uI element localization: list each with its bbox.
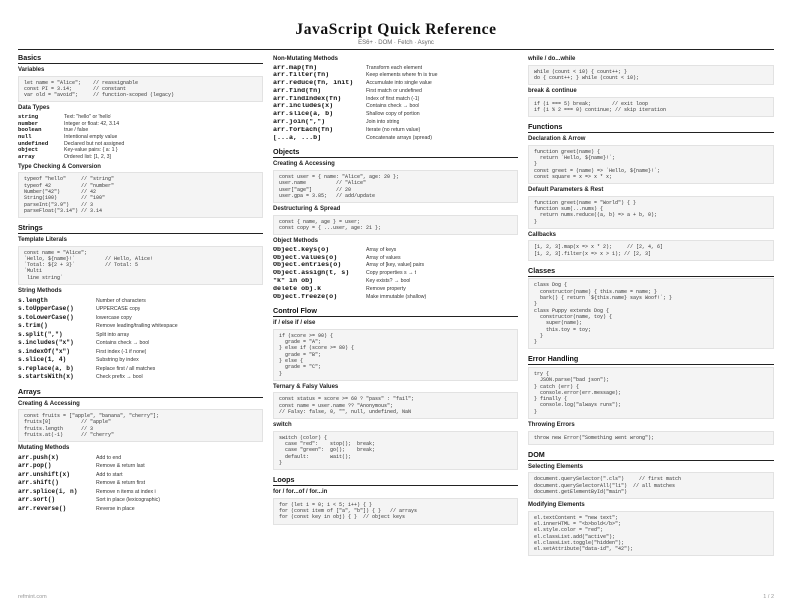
- reference-table: [273, 65, 518, 143]
- term-description: Add to start: [96, 471, 123, 478]
- subheading-break-continue: break & continue: [528, 88, 577, 95]
- term-description: Remove & return first: [96, 480, 146, 487]
- table-row: [273, 278, 518, 286]
- term-description: Contains check → bool: [366, 103, 420, 110]
- table-row: [18, 322, 263, 331]
- term-description: Declared but not assigned: [64, 140, 125, 147]
- term-description: true / false: [64, 127, 89, 134]
- term-description: Remove leading/trailing whitespace: [96, 323, 178, 330]
- code-block: document.querySelector(".cls") // first match document.querySelectorAll("li") // all matches document.getElementById("main"): [528, 472, 774, 499]
- table-row: [18, 114, 263, 121]
- syntax-term: s.replace(a, b): [18, 364, 74, 372]
- column-2: [273, 53, 518, 586]
- table-row: [18, 154, 263, 161]
- syntax-term: arr.filter(fn): [273, 72, 330, 80]
- table-row: [18, 121, 263, 128]
- section-heading-dom: DOM: [528, 450, 774, 461]
- subheading-modifying-elements: Modifying Elements: [528, 502, 585, 509]
- section-heading-functions: Functions: [528, 122, 774, 133]
- table-row: [18, 141, 263, 148]
- code-block: if (score >= 90) { grade = "A"; } else if (score >= 80) { grade = "B"; } else { grade = "C"; }: [273, 329, 518, 381]
- code-block: el.textContent = "new text"; el.innerHTML = "<b>bold</b>"; el.style.color = "red"; el.classList.add("active"); el.classList.toggle("hidden"); el.setAttribute("data-id", "42");: [528, 511, 774, 557]
- section-heading-error-handling: Error Handling: [528, 354, 774, 365]
- code-block: const name = "Alice"; `Hello, ${name}!` // Hello, Alice! `Total: ${2 + 3}` // Total: 5 `Multi line string`: [18, 246, 263, 285]
- term-description: Check prefix → bool: [96, 374, 143, 381]
- code-block: for (let i = 0; i < 5; i++) { } for (const item of ["a", "b"]) { } // arrays for (const key in obj) { } // object keys: [273, 498, 518, 525]
- reference-table: [273, 247, 518, 302]
- term-description: UPPERCASE copy: [96, 306, 141, 313]
- term-description: Key-value pairs: { a: 1 }: [64, 147, 118, 154]
- syntax-term: s.includes("x"): [18, 339, 74, 347]
- syntax-term: arr.sort(): [18, 496, 56, 504]
- subheading-object-methods: Object Methods: [273, 238, 319, 245]
- table-row: [18, 305, 263, 314]
- syntax-term: undefined: [18, 140, 49, 147]
- syntax-term: string: [18, 113, 39, 120]
- syntax-term: Object.assign(t, s): [273, 270, 350, 278]
- table-row: [18, 127, 263, 134]
- syntax-term: s.toUpperCase(): [18, 305, 74, 313]
- reference-table: [18, 297, 263, 382]
- syntax-term: "k" in obj: [273, 277, 314, 285]
- section-heading-classes: Classes: [528, 266, 774, 277]
- term-description: Keep elements where fn is true: [366, 72, 438, 79]
- table-row: [18, 297, 263, 306]
- syntax-term: number: [18, 120, 39, 127]
- reference-table: [18, 114, 263, 161]
- table-row: [273, 294, 518, 302]
- syntax-term: Object.entries(o): [273, 262, 342, 270]
- subheading-data-types: Data Types: [18, 105, 50, 112]
- table-row: [273, 270, 518, 278]
- column-3: [528, 53, 774, 586]
- subheading-destructuring-spread: Destructuring & Spread: [273, 206, 341, 213]
- code-block: [1, 2, 3].map(x => x * 2); // [2, 4, 6] [1, 2, 3].filter(x => x > 1); // [2, 3]: [528, 240, 774, 261]
- page-title: JavaScript Quick Reference: [295, 21, 497, 38]
- subheading-mutating-methods: Mutating Methods: [18, 445, 70, 452]
- table-row: [18, 331, 263, 340]
- syntax-term: object: [18, 147, 39, 154]
- term-description: Array of values: [366, 254, 401, 261]
- syntax-term: s.split(","): [18, 330, 63, 338]
- table-row: [273, 262, 518, 270]
- column-1: [18, 53, 263, 586]
- table-row: [273, 286, 518, 294]
- syntax-term: s.toLowerCase(): [18, 313, 74, 321]
- table-row: [18, 471, 263, 480]
- syntax-term: s.length: [18, 296, 48, 304]
- table-row: [18, 147, 263, 154]
- term-description: Remove & return last: [96, 463, 145, 470]
- term-description: Make immutable (shallow): [366, 293, 427, 300]
- section-heading-objects: Objects: [273, 147, 518, 158]
- term-description: Reverse in place: [96, 505, 135, 512]
- term-description: Number of characters: [96, 297, 146, 304]
- syntax-term: [...a, ...b]: [273, 134, 322, 142]
- table-row: [273, 88, 518, 96]
- table-row: [18, 373, 263, 382]
- code-block: function greet(name) { return `Hello, ${name}!`; } const greet = (name) => `Hello, ${name}!`; const square = x => x * x;: [528, 145, 774, 184]
- subheading-declaration-arrow: Declaration & Arrow: [528, 136, 586, 143]
- code-block: function greet(name = "World") { } function sum(...nums) { return nums.reduce((a, b) => a + b, 0); }: [528, 196, 774, 229]
- table-row: [273, 103, 518, 111]
- subheading-default-parameters-rest: Default Parameters & Rest: [528, 187, 604, 194]
- table-row: [273, 119, 518, 127]
- code-block: while (count < 10) { count++; } do { count++; } while (count < 10);: [528, 65, 774, 86]
- syntax-term: arr.join(","): [273, 119, 326, 127]
- page-subtitle: ES6+ · DOM · Fetch · Async: [358, 40, 434, 46]
- table-row: [18, 479, 263, 488]
- term-description: Contains check → bool: [96, 340, 150, 347]
- table-row: [273, 135, 518, 143]
- code-block: const user = { name: "Alice", age: 20 }; user.name // "Alice" user["age"] // 20 user.gpa = 3.85; // add/update: [273, 170, 518, 203]
- syntax-term: Object.keys(o): [273, 246, 330, 254]
- table-row: [18, 365, 263, 374]
- term-description: Integer or float: 42, 3.14: [64, 120, 120, 127]
- term-description: Text: "hello" or 'hello': [64, 113, 112, 120]
- subheading-throwing-errors: Throwing Errors: [528, 422, 575, 428]
- syntax-term: s.trim(): [18, 322, 48, 330]
- header-rule: [18, 49, 774, 50]
- syntax-term: null: [18, 134, 32, 140]
- code-block: let name = "Alice"; // reassignable const PI = 3.14; // constant var old = "avoid"; // function-scoped (legacy): [18, 76, 263, 103]
- syntax-term: array: [18, 154, 35, 161]
- table-row: [273, 96, 518, 104]
- footer-page-number: 1 / 2: [763, 594, 774, 600]
- syntax-term: arr.unshift(x): [18, 470, 70, 478]
- term-description: Join into string: [366, 119, 400, 126]
- table-row: [18, 505, 263, 514]
- syntax-term: arr.splice(i, n): [18, 487, 78, 495]
- reference-table: [18, 454, 263, 514]
- table-row: [18, 488, 263, 497]
- subheading-callbacks: Callbacks: [528, 231, 557, 238]
- subheading-if-else-if-else: if / else if / else: [273, 320, 316, 327]
- section-heading-strings: Strings: [18, 223, 263, 234]
- term-description: Remove n items at index i: [96, 488, 156, 495]
- subheading-for-for-of-for-in: for / for...of / for...in: [273, 489, 328, 496]
- term-description: Accumulate into single value: [366, 80, 432, 87]
- table-row: [18, 339, 263, 348]
- term-description: Index of first match (-1): [366, 95, 420, 102]
- subheading-template-literals: Template Literals: [18, 237, 67, 244]
- term-description: Array of keys: [366, 246, 397, 253]
- code-block: if (i === 5) break; // exit loop if (i % 2 === 0) continue; // skip iteration: [528, 97, 774, 118]
- section-heading-arrays: Arrays: [18, 387, 263, 398]
- term-description: Intentional empty value: [64, 134, 118, 140]
- subheading-variables: Variables: [18, 67, 45, 73]
- subheading-selecting-elements: Selecting Elements: [528, 463, 584, 470]
- syntax-term: s.slice(1, 4): [18, 356, 67, 364]
- page-header: [0, 21, 792, 46]
- syntax-term: arr.slice(a, b): [273, 111, 334, 119]
- term-description: Replace first / all matches: [96, 365, 156, 372]
- syntax-term: delete obj.k: [273, 285, 322, 293]
- syntax-term: arr.reverse(): [18, 504, 67, 512]
- syntax-term: s.indexOf("x"): [18, 347, 70, 355]
- syntax-term: Object.values(o): [273, 254, 338, 262]
- term-description: Sort in place (lexicographic): [96, 497, 161, 504]
- code-block: typeof "hello" // "string" typeof 42 // "number" Number("42") // 42 String(100) // "100" parseInt("3.9") // 3 parseFloat("3.14") // 3.14: [18, 172, 263, 218]
- syntax-term: boolean: [18, 127, 42, 134]
- term-description: Remove property: [366, 285, 406, 292]
- section-heading-loops: Loops: [273, 475, 518, 486]
- table-row: [273, 247, 518, 255]
- term-description: Iterate (no return value): [366, 126, 421, 133]
- term-description: Copy properties s → t: [366, 270, 417, 277]
- section-heading-basics: Basics: [18, 53, 263, 64]
- term-description: First match or undefined: [366, 87, 422, 94]
- term-description: Add to end: [96, 454, 122, 461]
- syntax-term: arr.find(fn): [273, 87, 322, 95]
- term-description: Concatenate arrays (spread): [366, 134, 433, 141]
- table-row: [18, 496, 263, 505]
- subheading-creating-accessing: Creating & Accessing: [18, 400, 80, 407]
- code-block: const status = score >= 60 ? "pass" : "fail"; const name = user.name ?? "Anonymous"; // Falsy: false, 0, "", null, undefined, NaN: [273, 392, 518, 419]
- syntax-term: arr.pop(): [18, 462, 52, 470]
- table-row: [273, 127, 518, 135]
- table-row: [273, 111, 518, 119]
- subheading-non-mutating-methods: Non-Mutating Methods: [273, 56, 338, 62]
- subheading-while-do-while: while / do...while: [528, 56, 576, 62]
- code-block: throw new Error("Something went wrong");: [528, 431, 774, 445]
- term-description: First index (-1 if none): [96, 348, 147, 355]
- code-block: const fruits = ["apple", "banana", "cherry"]; fruits[0] // "apple" fruits.length // 3 fruits.at(-1) // "cherry": [18, 409, 263, 442]
- table-row: [18, 348, 263, 357]
- table-row: [18, 462, 263, 471]
- syntax-term: arr.shift(): [18, 479, 59, 487]
- table-row: [273, 80, 518, 88]
- term-description: Key exists? → bool: [366, 277, 411, 284]
- term-description: Transform each element: [366, 64, 423, 71]
- syntax-term: arr.push(x): [18, 453, 59, 461]
- syntax-term: arr.reduce(fn, init): [273, 80, 354, 88]
- table-row: [18, 356, 263, 365]
- code-block: class Dog { constructor(name) { this.name = name; } bark() { return `${this.name} says Woof!`; } } class Puppy extends Dog { constructor(name, toy) { super(name); this.toy = toy; } }: [528, 278, 774, 349]
- section-heading-control-flow: Control Flow: [273, 306, 518, 317]
- table-row: [273, 72, 518, 80]
- term-description: Split into array: [96, 331, 130, 338]
- code-block: const { name, age } = user; const copy = { ...user, age: 21 };: [273, 215, 518, 236]
- syntax-term: arr.map(fn): [273, 64, 318, 72]
- term-description: lowercase copy: [96, 314, 132, 321]
- term-description: Substring by index: [96, 357, 139, 364]
- term-description: Array of [key, value] pairs: [366, 262, 425, 269]
- syntax-term: s.startsWith(x): [18, 373, 74, 381]
- subheading-string-methods: String Methods: [18, 288, 62, 295]
- subheading-type-checking-conversion: Type Checking & Conversion: [18, 163, 101, 170]
- table-row: [18, 454, 263, 463]
- subheading-switch: switch: [273, 422, 292, 429]
- table-row: [273, 65, 518, 73]
- code-block: switch (color) { case "red": stop(); break; case "green": go(); break; default: wait(); }: [273, 431, 518, 470]
- syntax-term: arr.forEach(fn): [273, 126, 334, 134]
- footer-site: refmint.com: [18, 594, 47, 600]
- syntax-term: Object.freeze(o): [273, 293, 338, 301]
- table-row: [18, 134, 263, 141]
- syntax-term: arr.includes(x): [273, 103, 334, 111]
- code-block: try { JSON.parse("bad json"); } catch (err) { console.error(err.message); } finally { console.log("always runs"); }: [528, 367, 774, 419]
- term-description: Shallow copy of portion: [366, 111, 420, 118]
- subheading-ternary-falsy-values: Ternary & Falsy Values: [273, 383, 339, 390]
- term-description: Ordered list: [1, 2, 3]: [64, 154, 111, 161]
- syntax-term: arr.findIndex(fn): [273, 95, 342, 103]
- subheading-creating-accessing: Creating & Accessing: [273, 161, 335, 168]
- table-row: [273, 255, 518, 263]
- table-row: [18, 314, 263, 323]
